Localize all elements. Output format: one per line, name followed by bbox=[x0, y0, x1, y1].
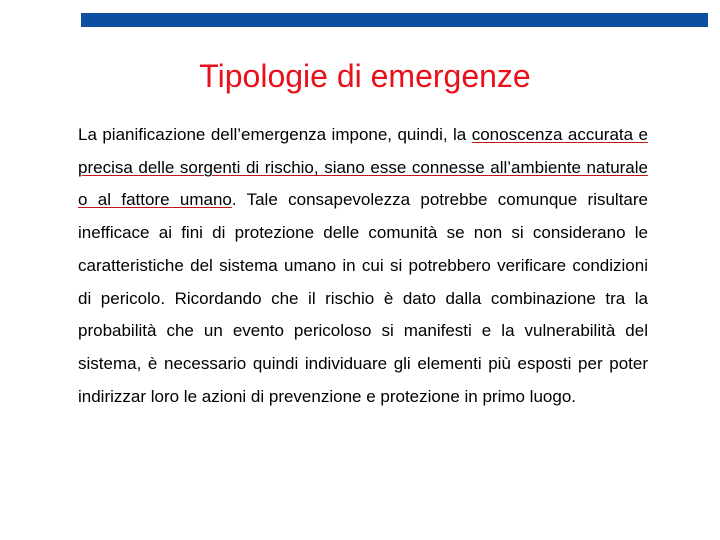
body-paragraph bbox=[78, 119, 648, 413]
paragraph-text-intro: La pianificazione dell’emergenza impone, quindi, la bbox=[78, 125, 472, 144]
paragraph-text-underlined: conoscenza accurata e precisa delle sorgenti di rischio, siano esse connesse all’ambiente naturale o al fattore umano bbox=[78, 125, 648, 210]
header-accent-bar bbox=[81, 13, 708, 27]
paragraph-text-rest: . Tale consapevolezza potrebbe comunque risultare inefficace ai fini di protezione delle comunità se non si considerano le caratteristiche del sistema umano in cui si potrebbero verificare condizioni di pericolo. Ricordando che il rischio è dato dalla combinazione tra la probabilità che un evento pericoloso si manifesti e la vulnerabilità del sistema, è necessario quindi individuare gli elementi più esposti per poter indirizzar loro le azioni di prevenzione e protezione in primo luogo. bbox=[78, 190, 648, 406]
slide-title: Tipologie di emergenze bbox=[199, 58, 531, 94]
